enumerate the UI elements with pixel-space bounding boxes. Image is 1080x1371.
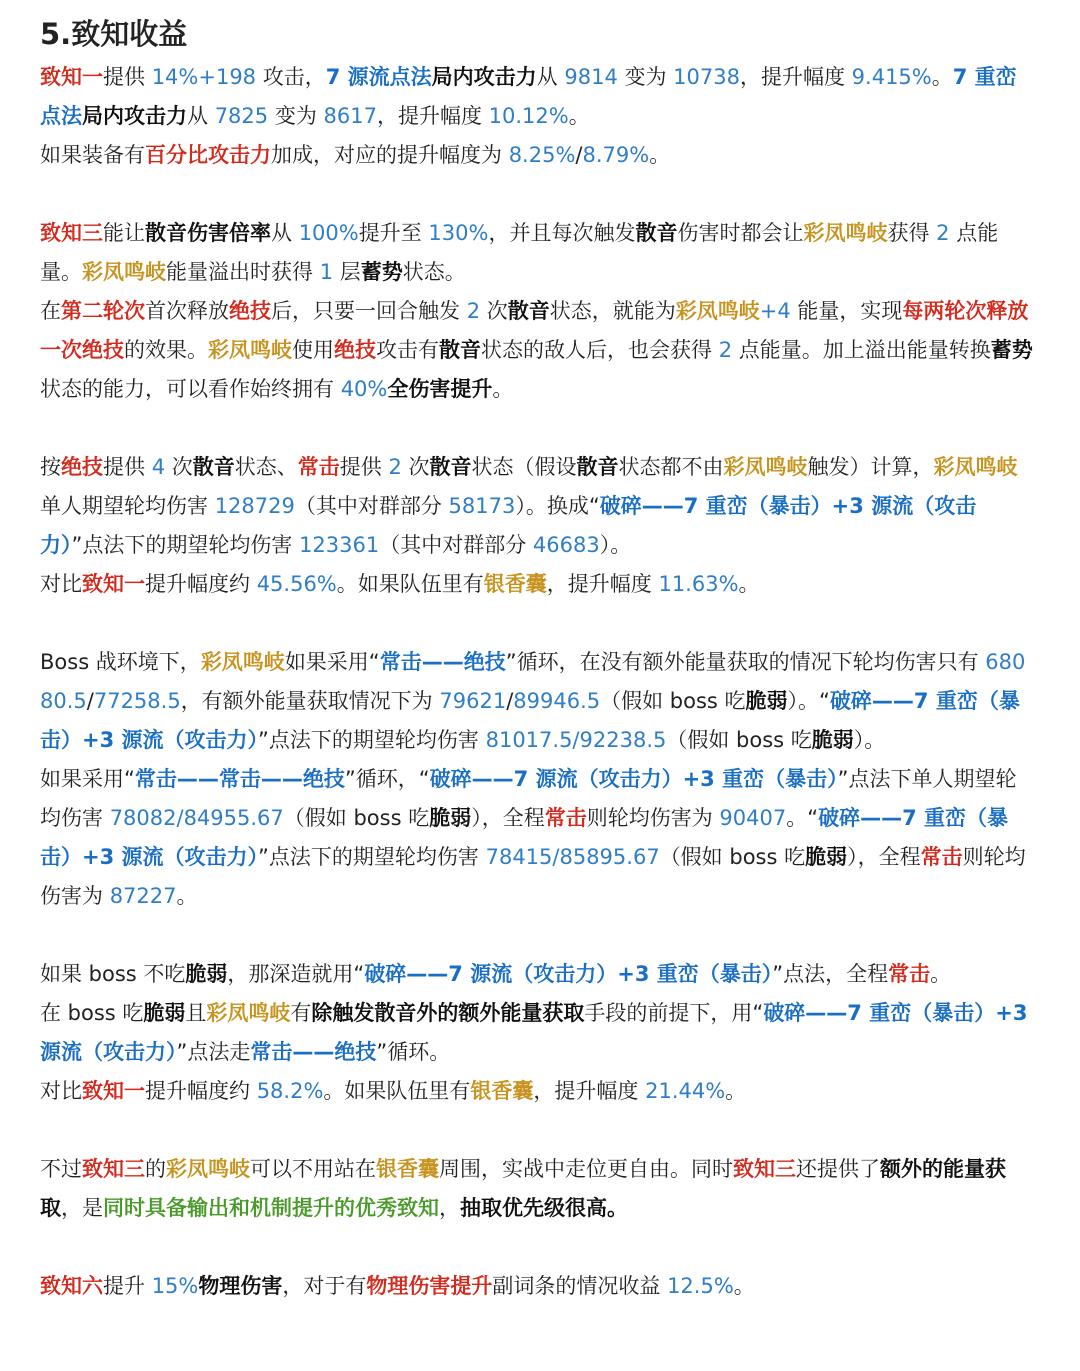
number-value: 10738 (673, 64, 740, 89)
text-run: 提供 (339, 454, 389, 479)
text-run: 次 (480, 298, 508, 323)
gold-highlight: 彩凤鸣岐 (933, 454, 1018, 479)
text-run: 如果装备有 (40, 142, 145, 167)
text-run: ）。 (599, 532, 632, 557)
text-run: ”循环。 (376, 1039, 451, 1064)
bold-term: 脆弱 (143, 1000, 186, 1025)
text-run: 在 (40, 298, 61, 323)
number-value: 11.63% (658, 571, 739, 596)
text-run: 能让 (103, 220, 145, 245)
text-run: ），全程 (847, 844, 921, 869)
text-run: 状态，就能为 (549, 298, 676, 323)
text-run: ，提升幅度 (533, 1078, 646, 1103)
text-run: 攻击， (256, 64, 326, 89)
blue-highlight: 破碎——7 重峦（暴击）+3 源流（攻击力） (40, 1000, 1028, 1064)
red-highlight: 致知三 (82, 1156, 145, 1181)
paragraph (40, 1150, 1036, 1228)
paragraph (40, 448, 1036, 565)
red-highlight: 致知一 (40, 64, 103, 89)
text-run: / (575, 142, 583, 167)
number-value: 8.25% (508, 142, 576, 167)
gold-highlight: 彩凤鸣岐 (803, 220, 888, 245)
red-highlight: 致知一 (82, 571, 145, 596)
number-value: 78415/85895.67 (485, 844, 660, 869)
bold-term: 脆弱 (429, 805, 472, 830)
red-highlight: 常击 (297, 454, 340, 479)
red-highlight: 常击 (544, 805, 587, 830)
red-highlight: 致知三 (733, 1156, 796, 1181)
green-highlight: 同时具备输出和机制提升的优秀致知 (103, 1195, 439, 1220)
red-highlight: 每两轮次释放一次绝技 (40, 298, 1029, 362)
number-value: 130% (428, 220, 489, 245)
text-run: 。如果队伍里有 (336, 571, 484, 596)
text-run: 如果 boss 不吃 (40, 961, 186, 986)
text-run: ”循环，在没有额外能量获取的情况下轮均伤害只有 (505, 649, 986, 674)
gold-highlight: 银香囊 (470, 1078, 534, 1103)
paragraph (40, 643, 1036, 760)
bold-term: 散音 (507, 298, 550, 323)
text-run: 则轮均伤害为 (40, 844, 1026, 908)
text-run: 还提供了 (796, 1156, 880, 1181)
text-run: 。 (568, 103, 590, 128)
number-value: 2 (388, 454, 402, 479)
number-value: 1 (319, 259, 334, 284)
number-value: 100% (298, 220, 359, 245)
text-run: 。“ (786, 805, 819, 830)
number-value: 78082/84955.67 (109, 805, 284, 830)
bold-term: 脆弱 (185, 961, 228, 986)
number-value: 9.415% (851, 64, 932, 89)
text-run: / (86, 688, 94, 713)
number-value: 77258.5 (93, 688, 181, 713)
red-highlight: 常击 (920, 844, 963, 869)
text-run: （假如 boss 吃 (666, 727, 812, 752)
red-highlight: 致知三 (40, 220, 103, 245)
gold-highlight: 银香囊 (376, 1156, 439, 1181)
text-run: 次 (401, 454, 430, 479)
text-run: 周围，实战中走位更自由。同时 (439, 1156, 733, 1181)
paragraph-spacer (40, 1111, 1036, 1150)
number-value: 2 (718, 337, 733, 362)
text-run: 次 (165, 454, 193, 479)
text-run: 伤害时都会让 (677, 220, 804, 245)
number-value: 89946.5 (513, 688, 601, 713)
text-run: ）。换成“ (515, 493, 600, 518)
bold-term: 除触发散音外的额外能量获取 (311, 1000, 585, 1025)
text-run: 。 (733, 1273, 755, 1298)
number-value: 58.2% (256, 1078, 324, 1103)
number-value: 46683 (532, 532, 600, 557)
section-title: 5.致知收益 (40, 17, 188, 51)
text-run: 提升幅度约 (145, 571, 257, 596)
text-run: 提供 (103, 64, 152, 89)
text-run: 从 (536, 64, 565, 89)
text-run: （假如 boss 吃 (283, 805, 430, 830)
text-run: 有 (290, 1000, 312, 1025)
text-run: 提升幅度约 (145, 1078, 257, 1103)
text-run: 从 (271, 220, 299, 245)
blue-highlight: 破碎——7 源流（攻击力）+3 重峦（暴击） (364, 961, 773, 986)
text-run: ”点法，全程 (772, 961, 889, 986)
blue-highlight: 破碎——7 重峦（暴击）+3 源流（攻击力） (40, 805, 1009, 869)
blue-highlight: 破碎——7 重峦（暴击）+3 源流（攻击力） (40, 688, 1020, 752)
blue-highlight: 7 重峦点法 (40, 64, 1017, 128)
gold-highlight: 银香囊 (483, 571, 547, 596)
bold-term: 物理伤害 (198, 1273, 283, 1298)
number-value: 81017.5/92238.5 (485, 727, 667, 752)
number-value: 58173 (448, 493, 516, 518)
text-run: 点能量。加上溢出能量转换 (732, 337, 991, 362)
number-value: 128729 (214, 493, 295, 518)
paragraph (40, 58, 1036, 136)
paragraph (40, 760, 1036, 916)
bold-term: 局内攻击力 (82, 103, 187, 128)
text-run: ”点法下的期望轮均伤害 (71, 532, 300, 557)
bold-term: 散音 (576, 454, 619, 479)
text-run: 不过 (40, 1156, 82, 1181)
blue-highlight: 7 源流点法 (325, 64, 432, 89)
number-value: 8.79% (582, 142, 650, 167)
paragraph-spacer (40, 604, 1036, 643)
text-run: 如果采用“ (284, 649, 380, 674)
paragraph-spacer (40, 409, 1036, 448)
text-run: ）。 (853, 727, 886, 752)
number-value: 7825 (214, 103, 269, 128)
red-highlight: 物理伤害提升 (366, 1273, 493, 1298)
text-run: （其中对群部分 (379, 532, 533, 557)
paragraph (40, 214, 1036, 292)
text-run: 提供 (103, 454, 152, 479)
text-run: 状态、 (234, 454, 298, 479)
gold-highlight: 彩凤鸣岐 (675, 298, 760, 323)
text-run: 提升至 (358, 220, 429, 245)
text-run: 。 (738, 571, 760, 596)
text-run: 从 (187, 103, 215, 128)
text-run: 加成，对应的提升幅度为 (271, 142, 509, 167)
text-run: 。 (930, 961, 952, 986)
paragraph (40, 292, 1036, 409)
paragraph-spacer (40, 175, 1036, 214)
text-run: 手段的前提下，用“ (584, 1000, 764, 1025)
text-run: 。如果队伍里有 (323, 1078, 471, 1103)
text-run: ”点法走 (176, 1039, 251, 1064)
number-value: 14%+198 (151, 64, 257, 89)
text-run: 使用 (292, 337, 334, 362)
text-run: 单人期望轮均伤害 (40, 493, 215, 518)
text-run: 。 (931, 64, 953, 89)
document-body (40, 58, 1036, 1306)
text-run: ，那深造就用“ (227, 961, 365, 986)
number-value: 90407 (719, 805, 787, 830)
red-highlight: 致知六 (40, 1273, 103, 1298)
text-run: 层 (333, 259, 361, 284)
paragraph (40, 955, 1036, 994)
bold-term: 抽取优先级很高。 (460, 1195, 628, 1220)
text-run: 副词条的情况收益 (492, 1273, 668, 1298)
text-run: 后，只要一回合触发 (271, 298, 467, 323)
number-value: 8617 (323, 103, 377, 128)
gold-highlight: 彩凤鸣岐 (200, 649, 285, 674)
bold-term: 局内攻击力 (431, 64, 537, 89)
text-run: （假如 boss 吃 (659, 844, 806, 869)
red-highlight: 百分比攻击力 (145, 142, 271, 167)
text-run: ，提升幅度 (546, 571, 659, 596)
blue-highlight: 常击——绝技 (379, 649, 506, 674)
text-run: 点能量。 (40, 220, 999, 284)
text-run: 的效果。 (124, 337, 208, 362)
blue-highlight: 常击——常击——绝技 (134, 766, 345, 791)
bold-term: 额外的能量获取 (40, 1156, 1006, 1220)
text-run: 提升 (103, 1273, 152, 1298)
text-run: 可以不用站在 (250, 1156, 376, 1181)
number-value: 4 (151, 454, 166, 479)
text-run: ，有额外能量获取情况下为 (180, 688, 440, 713)
red-highlight: 常击 (888, 961, 931, 986)
text-run: 获得 (887, 220, 937, 245)
red-highlight: 绝技 (61, 454, 103, 479)
text-run: 变为 (268, 103, 324, 128)
gold-highlight: 彩凤鸣岐 (723, 454, 808, 479)
text-run: 的 (145, 1156, 166, 1181)
number-value: 40% (340, 376, 388, 401)
bold-term: 脆弱 (811, 727, 854, 752)
text-run: 。 (725, 1078, 747, 1103)
text-run: 状态。 (402, 259, 466, 284)
number-value: 68080.5 (40, 649, 1026, 713)
paragraph (40, 1072, 1036, 1111)
bold-term: 散音 (439, 337, 481, 362)
text-run: 状态的敌人后，也会获得 (481, 337, 719, 362)
text-run: ），全程 (471, 805, 545, 830)
bold-term: 散音 (635, 220, 678, 245)
text-run: 能量溢出时获得 (166, 259, 320, 284)
number-value: 12.5% (667, 1273, 734, 1298)
text-run: 则轮均伤害为 (586, 805, 720, 830)
text-run: ，是 (61, 1195, 103, 1220)
number-value: 15% (151, 1273, 199, 1298)
number-value: 123361 (299, 532, 380, 557)
text-run: ，对于有 (282, 1273, 367, 1298)
gold-highlight: 彩凤鸣岐 (82, 259, 166, 284)
blue-highlight: 破碎——7 重峦（暴击）+3 源流（攻击力） (40, 493, 977, 557)
text-run: ，提升幅度 (376, 103, 489, 128)
bold-term: 散音 (192, 454, 235, 479)
red-highlight: 绝技 (229, 298, 271, 323)
blue-highlight: 常击——绝技 (250, 1039, 377, 1064)
red-highlight: 第二轮次 (61, 298, 145, 323)
text-run: （其中对群部分 (294, 493, 449, 518)
text-run: 。 (176, 883, 198, 908)
number-value: 79621 (439, 688, 507, 713)
text-run: 变为 (617, 64, 674, 89)
paragraph (40, 136, 1036, 175)
text-run: 对比 (40, 571, 82, 596)
text-run: ，并且每次触发 (488, 220, 636, 245)
red-highlight: 致知一 (82, 1078, 145, 1103)
number-value: 2 (936, 220, 950, 245)
number-value: 45.56% (256, 571, 337, 596)
bold-term: 全伤害提升 (387, 376, 493, 401)
text-run: 状态（假设 (471, 454, 577, 479)
paragraph (40, 1267, 1036, 1306)
red-highlight: 绝技 (334, 337, 376, 362)
text-run: 且 (185, 1000, 207, 1025)
gold-highlight: 彩凤鸣岐 (208, 337, 292, 362)
paragraph (40, 565, 1036, 604)
paragraph-spacer (40, 916, 1036, 955)
text-run: ”循环，“ (344, 766, 430, 791)
text-run: ”点法下的期望轮均伤害 (258, 844, 486, 869)
text-run: （假如 boss 吃 (600, 688, 746, 713)
text-run: / (506, 688, 514, 713)
gold-highlight: 彩凤鸣岐 (166, 1156, 250, 1181)
bold-term: 散音伤害倍率 (145, 220, 271, 245)
text-run: 如果采用“ (40, 766, 135, 791)
bold-term: 脆弱 (745, 688, 788, 713)
text-run: 触发）计算， (807, 454, 934, 479)
text-run: 状态都不由 (618, 454, 724, 479)
gold-highlight: 彩凤鸣岐 (206, 1000, 291, 1025)
blue-highlight: 破碎——7 源流（攻击力）+3 重峦（暴击） (429, 766, 838, 791)
number-value: +4 (759, 298, 791, 323)
text-run: 能量，实现 (790, 298, 903, 323)
text-run: 按 (40, 454, 61, 479)
text-run: 状态的能力，可以看作始终拥有 (40, 376, 341, 401)
bold-term: 蓄势 (990, 337, 1033, 362)
text-run: 攻击有 (376, 337, 439, 362)
text-run: ，提升幅度 (739, 64, 852, 89)
text-run: ”点法下单人期望轮均伤害 (40, 766, 1017, 830)
text-run: 首次释放 (145, 298, 229, 323)
text-run: ”点法下的期望轮均伤害 (258, 727, 486, 752)
number-value: 21.44% (645, 1078, 726, 1103)
text-run: ）。“ (787, 688, 830, 713)
bold-term: 散音 (429, 454, 472, 479)
text-run: Boss 战环境下， (40, 649, 201, 674)
paragraph (40, 994, 1036, 1072)
number-value: 87227 (109, 883, 177, 908)
paragraph-spacer (40, 1228, 1036, 1267)
number-value: 10.12% (488, 103, 569, 128)
bold-term: 脆弱 (805, 844, 848, 869)
bold-term: 蓄势 (360, 259, 403, 284)
text-run: 在 boss 吃 (40, 1000, 144, 1025)
number-value: 9814 (564, 64, 618, 89)
text-run: 对比 (40, 1078, 82, 1103)
number-value: 2 (466, 298, 481, 323)
text-run: 。 (649, 142, 671, 167)
text-run: ， (439, 1195, 460, 1220)
text-run: 。 (492, 376, 514, 401)
